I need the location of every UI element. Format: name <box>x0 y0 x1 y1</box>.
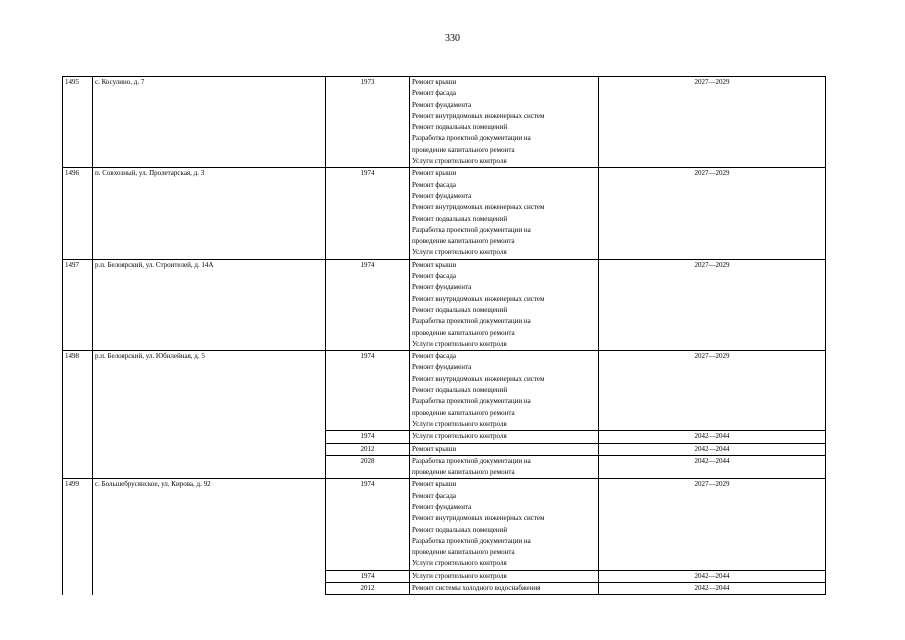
address-cell: п. Совхозный, ул. Пролетарская, д. 3 <box>93 168 326 259</box>
work-item: Ремонт крыши <box>412 444 457 453</box>
work-item: Ремонт крыши <box>412 260 457 269</box>
period-cell: 2027—2029 <box>599 168 826 259</box>
work-item: Ремонт фундамента <box>412 502 472 511</box>
work-item: Ремонт подвальных помещений <box>412 305 508 314</box>
work-item: Ремонт фасада <box>412 272 457 281</box>
works-cell <box>410 259 599 350</box>
work-item: проведение капитального ремонта <box>412 468 515 477</box>
table-row <box>63 259 826 350</box>
work-item: Ремонт подвальных помещений <box>412 386 508 395</box>
works-cell <box>410 351 599 431</box>
work-item: Ремонт крыши <box>412 480 457 489</box>
work-item: Разработка проектной документации на <box>412 225 531 234</box>
year-cell: 1974 <box>326 570 410 582</box>
work-item: Ремонт системы холодного водоснабжения <box>412 584 541 593</box>
period-cell: 2042—2044 <box>599 431 826 443</box>
table-row <box>63 351 826 431</box>
period-cell: 2042—2044 <box>599 455 826 479</box>
work-item: Услуги строительного контроля <box>412 432 507 441</box>
work-item: Разработка проектной документации на <box>412 456 531 465</box>
year-cell: 2012 <box>326 583 410 595</box>
work-item: Ремонт фундамента <box>412 191 472 200</box>
year-cell: 1974 <box>326 351 410 431</box>
row-number: 1497 <box>63 259 93 350</box>
page-number: 330 <box>445 33 460 44</box>
period-cell: 2042—2044 <box>599 583 826 595</box>
work-item: Услуги строительного контроля <box>412 339 507 348</box>
table-body <box>63 77 826 595</box>
works-cell <box>410 570 599 582</box>
work-item: Услуги строительного контроля <box>412 571 507 580</box>
row-number: 1498 <box>63 351 93 479</box>
work-item: Ремонт фасада <box>412 89 457 98</box>
work-item: Разработка проектной документации на <box>412 536 531 545</box>
year-cell: 2012 <box>326 443 410 455</box>
work-item: проведение капитального ремонта <box>412 408 515 417</box>
row-number: 1496 <box>63 168 93 259</box>
work-item: Разработка проектной документации на <box>412 317 531 326</box>
work-item: Ремонт фундамента <box>412 283 472 292</box>
work-item: Ремонт фасада <box>412 491 457 500</box>
works-cell <box>410 77 599 168</box>
row-number: 1499 <box>63 479 93 595</box>
work-item: Ремонт подвальных помещений <box>412 525 508 534</box>
row-number: 1495 <box>63 77 93 168</box>
work-item: проведение капитального ремонта <box>412 548 515 557</box>
work-item: Разработка проектной документации на <box>412 397 531 406</box>
work-item: Услуги строительного контроля <box>412 559 507 568</box>
year-cell: 1974 <box>326 431 410 443</box>
address-cell: с. Косулино, д. 7 <box>93 77 326 168</box>
work-item: Ремонт внутридомовых инженерных систем <box>412 374 545 383</box>
address-cell: р.п. Белоярский, ул. Строителей, д. 14А <box>93 259 326 350</box>
work-item: Ремонт внутридомовых инженерных систем <box>412 111 545 120</box>
table-row <box>63 168 826 259</box>
work-item: Ремонт подвальных помещений <box>412 214 508 223</box>
address-cell: р.п. Белоярский, ул. Юбилейная, д. 5 <box>93 351 326 479</box>
works-cell <box>410 431 599 443</box>
period-cell: 2027—2029 <box>599 77 826 168</box>
work-item: Ремонт крыши <box>412 169 457 178</box>
table-row <box>63 77 826 168</box>
works-cell <box>410 583 599 595</box>
period-cell: 2027—2029 <box>599 259 826 350</box>
work-item: Ремонт фундамента <box>412 100 472 109</box>
work-item: Ремонт внутридомовых инженерных систем <box>412 294 545 303</box>
works-cell <box>410 168 599 259</box>
table-row <box>63 479 826 570</box>
works-cell <box>410 443 599 455</box>
period-cell: 2042—2044 <box>599 570 826 582</box>
period-cell: 2027—2029 <box>599 479 826 570</box>
work-item: Услуги строительного контроля <box>412 157 507 166</box>
work-item: Ремонт фундамента <box>412 363 472 372</box>
work-item: проведение капитального ремонта <box>412 145 515 154</box>
year-cell: 1974 <box>326 479 410 570</box>
work-item: проведение капитального ремонта <box>412 328 515 337</box>
year-cell: 1974 <box>326 168 410 259</box>
work-item: Ремонт фасада <box>412 352 457 361</box>
works-cell <box>410 455 599 479</box>
work-item: Разработка проектной документации на <box>412 134 531 143</box>
work-item: Ремонт фасада <box>412 180 457 189</box>
work-item: Ремонт подвальных помещений <box>412 123 508 132</box>
period-cell: 2042—2044 <box>599 443 826 455</box>
work-item: Ремонт крыши <box>412 78 457 86</box>
period-cell: 2027—2029 <box>599 351 826 431</box>
work-item: проведение капитального ремонта <box>412 237 515 246</box>
work-item: Услуги строительного контроля <box>412 419 507 428</box>
work-item: Ремонт внутридомовых инженерных систем <box>412 514 545 523</box>
address-cell: с. Большебрусянское, ул. Кирова, д. 92 <box>93 479 326 595</box>
work-item: Ремонт внутридомовых инженерных систем <box>412 203 545 212</box>
capital-repair-table <box>62 76 826 595</box>
year-cell: 2028 <box>326 455 410 479</box>
year-cell: 1973 <box>326 77 410 168</box>
work-item: Услуги строительного контроля <box>412 248 507 257</box>
year-cell: 1974 <box>326 259 410 350</box>
works-cell <box>410 479 599 570</box>
